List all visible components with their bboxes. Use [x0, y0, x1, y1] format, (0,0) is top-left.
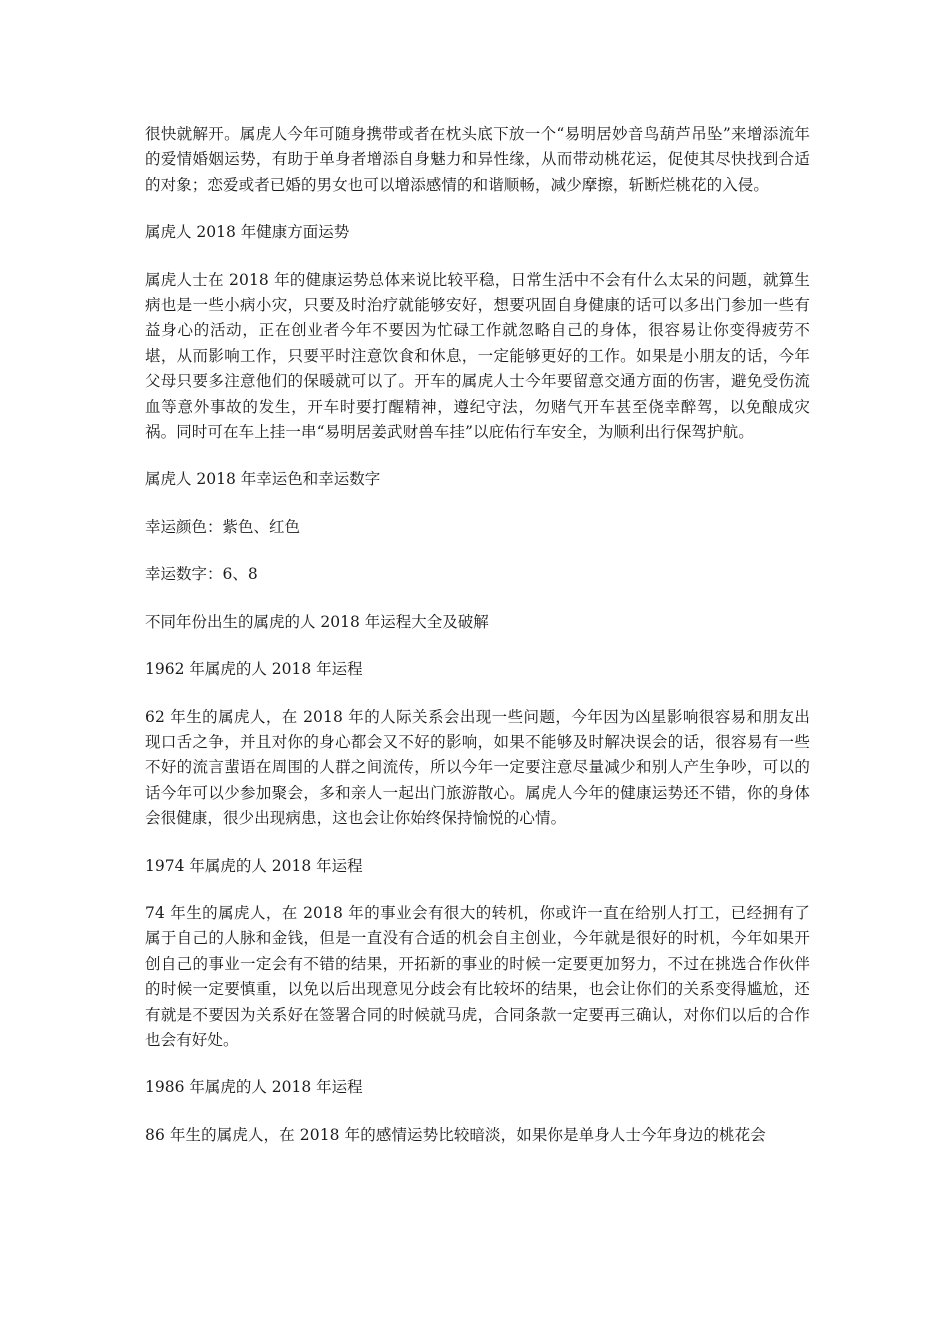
lucky-colors: 幸运颜色：紫色、红色: [145, 517, 301, 536]
heading-lucky-color-number: 属虎人 2018 年幸运色和幸运数字: [145, 470, 381, 489]
paragraph-1986: 86 年生的属虎人，在 2018 年的感情运势比较暗淡，如果你是单身人士今年身边的桃花会: [145, 1125, 766, 1144]
paragraph-1974: 74 年生的属虎人，在 2018 年的事业会有很大的转机，你或许一直在给别人打工，已经拥有了属于自己的人脉和金钱，但是一直没有合适的机会自主创业，今年就是很好的时机，今年如果开创自己的事业一定会有不错的结果，开拓新的事业的时候一定要更加努力，不过在挑选合作伙伴的时候一定要慎重，以免以后出现意见分歧会有比较坏的结果，也会让你们的关系变得尴尬，还有就是不要因为关系好在签署合同的时候就马虎，合同条款一定要再三确认，对你们以后的合作也会有好处。: [145, 903, 810, 1049]
paragraph-1962: 62 年生的属虎人，在 2018 年的人际关系会出现一些问题，今年因为凶星影响很容易和朋友出现口舌之争，并且对你的身心都会又不好的影响，如果不能够及时解决误会的话，很容易有一些不好的流言蜚语在周围的人群之间流传，所以今年一定要注意尽量减少和别人产生争吵，可以的话今年可以少参加聚会，多和亲人一起出门旅游散心。属虎人今年的健康运势还不错，你的身体会很健康，很少出现病患，这也会让你始终保持愉悦的心情。: [145, 707, 810, 828]
paragraph-love-remedy: 很快就解开。属虎人今年可随身携带或者在枕头底下放一个“易明居妙音鸟葫芦吊坠”来增添流年的爱情婚姻运势，有助于单身者增添自身魅力和异性缘，从而带动桃花运，促使其尽快找到合适的对象；恋爱或者已婚的男女也可以增添感情的和谐顺畅，减少摩擦，斩断烂桃花的入侵。: [145, 125, 810, 194]
heading-by-birth-year: 不同年份出生的属虎的人 2018 年运程大全及破解: [145, 612, 489, 631]
heading-1962: 1962 年属虎的人 2018 年运程: [145, 660, 363, 679]
lucky-numbers: 幸运数字：6、8: [145, 565, 258, 584]
heading-1986: 1986 年属虎的人 2018 年运程: [145, 1078, 363, 1097]
paragraph-health-fortune: 属虎人士在 2018 年的健康运势总体来说比较平稳，日常生活中不会有什么太呆的问题，就算生病也是一些小病小灾，只要及时治疗就能够安好，想要巩固自身健康的话可以多出门参加一些有益身心的活动，正在创业者今年不要因为忙碌工作就忽略自己的身体，很容易让你变得疲劳不堪，从而影响工作，只要平时注意饮食和休息，一定能够更好的工作。如果是小朋友的话，今年父母只要多注意他们的保暖就可以了。开车的属虎人士今年要留意交通方面的伤害，避免受伤流血等意外事故的发生，开车时要打醒精神，遵纪守法，勿赌气开车甚至侥幸醉驾，以免酿成灾祸。同时可在车上挂一串“易明居姜武财兽车挂”以庇佑行车安全，为顺利出行保驾护航。: [145, 270, 810, 442]
heading-1974: 1974 年属虎的人 2018 年运程: [145, 856, 363, 875]
document-page: [145, 122, 810, 1170]
heading-health-fortune: 属虎人 2018 年健康方面运势: [145, 223, 350, 242]
